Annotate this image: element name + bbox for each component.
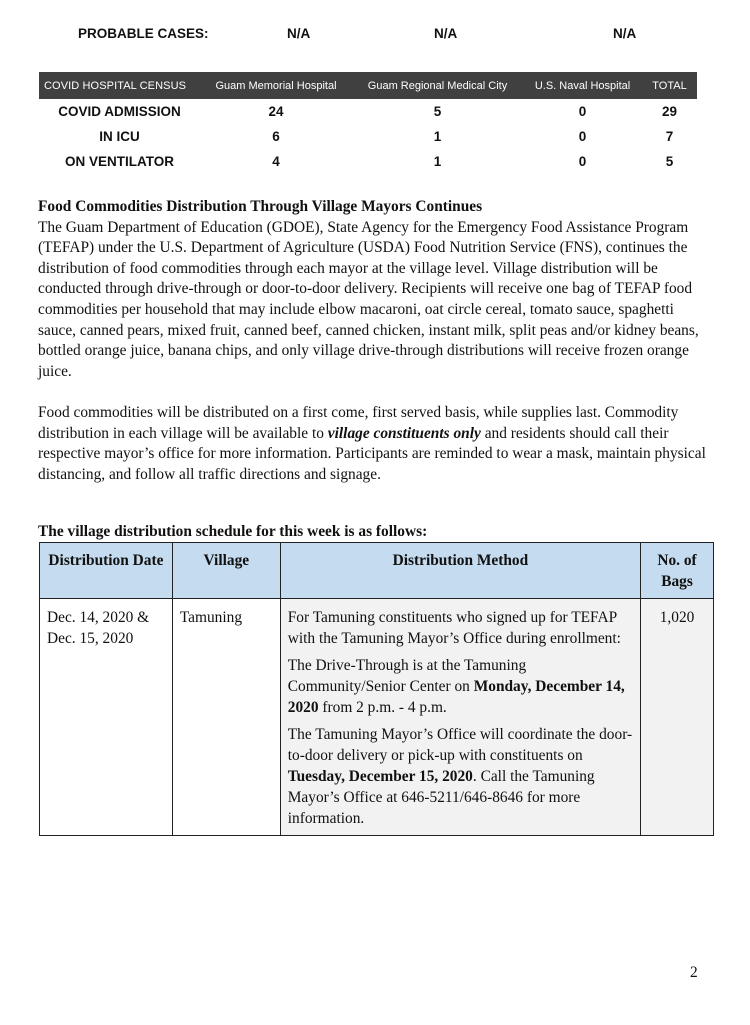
distribution-date-line: Dec. 14, 2020 &	[47, 609, 150, 626]
number-of-bags-cell: 1,020	[641, 599, 714, 836]
schedule-header-row	[40, 543, 714, 599]
probable-cases-value: N/A	[287, 26, 311, 41]
method-text: The Tamuning Mayor’s Office will coordinate the door-to-door delivery or pick-up with constituents on	[287, 726, 633, 764]
schedule-heading: The village distribution schedule for this week is as follows:	[38, 523, 428, 540]
census-cell: 5	[433, 104, 442, 119]
distribution-date-line: Dec. 15, 2020	[47, 630, 134, 647]
census-row-label: COVID ADMISSION	[58, 104, 181, 119]
census-header-cell: TOTAL	[642, 72, 697, 99]
census-cell: 7	[665, 129, 674, 144]
delivery-date: Tuesday, December 15, 2020	[287, 768, 473, 785]
probable-cases-value: N/A	[434, 26, 458, 41]
method-text: . Call the Tamuning Mayor’s Office at 646-5211/646-8646 for more information.	[287, 768, 595, 827]
method-paragraph	[288, 724, 635, 829]
food-distribution-section	[38, 197, 706, 485]
census-cell: 1	[433, 154, 442, 169]
probable-cases-row	[0, 26, 750, 44]
census-row-label: IN ICU	[99, 129, 140, 144]
village-cell: Tamuning	[172, 599, 280, 836]
food-paragraph-2	[38, 403, 706, 485]
table-row	[39, 99, 697, 124]
census-header-cell: Guam Regional Medical City	[352, 72, 523, 99]
census-cell: 6	[272, 129, 280, 144]
census-cell: 29	[661, 104, 678, 119]
header-distribution-method: Distribution Method	[280, 543, 640, 599]
census-header-cell: Guam Memorial Hospital	[200, 72, 352, 99]
method-text: from 2 p.m. - 4 p.m.	[318, 699, 447, 716]
page-number: 2	[690, 964, 698, 981]
covid-hospital-census-table	[39, 72, 697, 174]
table-row	[39, 124, 697, 149]
census-row-label: ON VENTILATOR	[64, 154, 174, 169]
food-section-heading: Food Commodities Distribution Through Village Mayors Continues	[38, 198, 483, 215]
census-cell: 0	[578, 104, 587, 119]
method-paragraph	[288, 655, 635, 718]
census-cell: 5	[665, 154, 674, 169]
drive-through-date: Monday, December 14, 2020	[287, 678, 625, 716]
census-header-cell: U.S. Naval Hospital	[523, 72, 642, 99]
header-village: Village	[172, 543, 280, 599]
method-text: The Drive-Through is at the Tamuning Community/Senior Center on	[287, 657, 527, 695]
table-row	[40, 599, 714, 836]
method-paragraph: For Tamuning constituents who signed up for TEFAP with the Tamuning Mayor’s Office during enrollment:	[287, 609, 621, 647]
village-constituents-emphasis: village constituents only	[327, 424, 481, 442]
census-cell: 0	[578, 154, 587, 169]
header-distribution-date: Distribution Date	[40, 543, 173, 599]
census-cell: 0	[578, 129, 587, 144]
distribution-date-cell	[40, 599, 173, 836]
census-cell: 1	[433, 129, 442, 144]
table-row	[39, 149, 697, 174]
food-paragraph-2-text: and residents should call their respective mayor’s office for more information. Participants are reminded to wear a mask, maintain physical distancing, and follow all traffic directions and signage.	[38, 424, 706, 483]
census-cell: 4	[272, 154, 280, 169]
distribution-method-cell	[280, 599, 640, 836]
census-cell: 24	[268, 104, 284, 119]
food-paragraph-1: The Guam Department of Education (GDOE), State Agency for the Emergency Food Assistance Program (TEFAP) under the U.S. Department of Agriculture (USDA) Food Nutrition Service (FNS), continues the distribution of food commodities through each mayor at the village level. Village distribution will be conducted through drive-through or door-to-door delivery. Recipients will receive one bag of TEFAP food commodities per household that may include elbow macaroni, oat circle cereal, tomato sauce, spaghetti sauce, canned pears, mixed fruit, canned beef, canned chicken, instant milk, split peas and/or kidney beans, bottled orange juice, banana chips, and only village drive-through distributions will receive frozen orange juice.	[38, 218, 699, 380]
distribution-schedule-table	[39, 542, 714, 836]
census-header-row	[39, 72, 697, 99]
probable-cases-label: PROBABLE CASES:	[78, 26, 209, 41]
food-paragraph-2-text: Food commodities will be distributed on a first come, first served basis, while supplies last. Commodity distribution in each village will be available to	[38, 403, 679, 442]
probable-cases-value: N/A	[613, 26, 637, 41]
census-header-cell: COVID HOSPITAL CENSUS	[39, 72, 200, 99]
header-number-of-bags: No. of Bags	[641, 543, 714, 599]
